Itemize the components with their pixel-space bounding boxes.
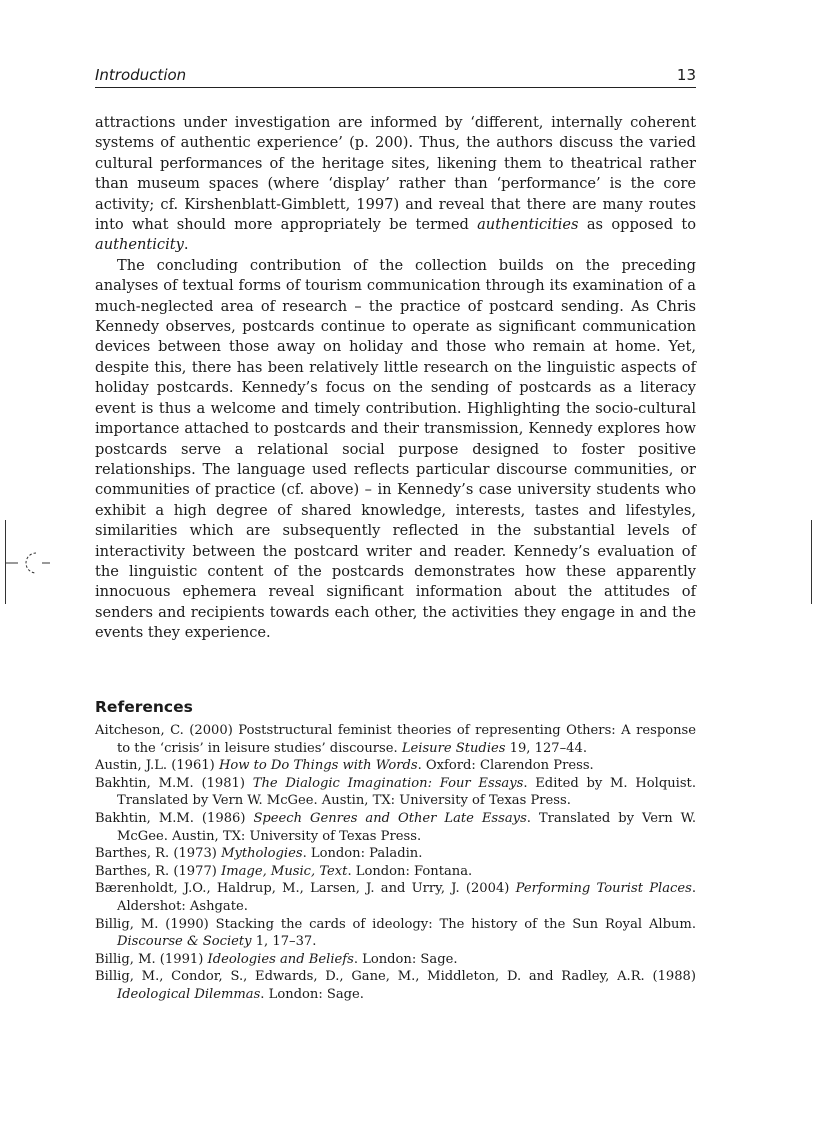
- registration-mark-icon: [6, 548, 52, 578]
- reference-text: . London: Fontana.: [347, 863, 473, 879]
- reference-text: 1, 17–37.: [251, 934, 317, 950]
- reference-text: Aitcheson, C. (2000) Poststructural feminist theories of representing Others: A response to the ‘crisis’ in leisure studies’ discourse.: [95, 723, 696, 756]
- reference-title: Speech Genres and Other Late Essays: [253, 810, 527, 826]
- reference-text: . Edited by M. Holquist. Translated by Vern W. McGee. Austin, TX: University of Texas Press.: [117, 775, 696, 809]
- reference-text: Austin, J.L. (1961): [95, 758, 219, 774]
- page-number: 13: [676, 66, 696, 84]
- references-list: [95, 722, 696, 1004]
- references-heading: References: [95, 698, 193, 716]
- reference-title: Image, Music, Text: [221, 863, 348, 879]
- reference-text: Billig, M. (1991): [95, 951, 208, 967]
- reference-text: Bakhtin, M.M. (1986): [95, 810, 254, 826]
- reference-text: Barthes, R. (1973): [95, 846, 222, 862]
- chapter-title: Introduction: [95, 66, 187, 84]
- reference-item: [95, 810, 696, 845]
- reference-item: [95, 845, 696, 863]
- paragraph-1: [95, 113, 696, 256]
- reference-text: Barthes, R. (1977): [95, 863, 222, 879]
- paragraph-1-text-a: attractions under investigation are informed by ‘different, internally coherent systems of authentic experience’ (p. 200). Thus, the authors discuss the varied cultural performances of the heritage sites, likening them to theatrical rather than museum spaces (where ‘display’ rather than ‘performance’ is the core activity; cf. Kirshenblatt-Gimblett, 1997) and reveal that there are many routes into what should more appropriately be termed: [95, 114, 696, 234]
- reference-title: Ideological Dilemmas: [117, 986, 261, 1002]
- crop-mark-right: [811, 520, 812, 604]
- reference-title: How to Do Things with Words: [218, 758, 418, 774]
- paragraph-1-text-b: as opposed to: [578, 216, 696, 234]
- reference-item: [95, 863, 696, 881]
- reference-item: [95, 722, 696, 757]
- reference-text: Billig, M., Condor, S., Edwards, D., Gane, M., Middleton, D. and Radley, A.R. (1988): [95, 969, 696, 985]
- reference-title: Discourse & Society: [117, 934, 252, 950]
- paragraph-1-emphasis-2: authenticity: [95, 236, 184, 254]
- reference-item: [95, 880, 696, 915]
- reference-item: [95, 775, 696, 810]
- paragraph-2: The concluding contribution of the collection builds on the preceding analyses of textual forms of tourism communication through its examination of a much-neglected area of research – the practice of postcard sending. As Chris Kennedy observes, postcards continue to operate as significant communication devices between those away on holiday and those who remain at home. Yet, despite this, there has been relatively little research on the linguistic aspects of holiday postcards. Kennedy’s focus on the sending of postcards as a literacy event is thus a welcome and timely contribution. Highlighting the socio-cultural importance attached to postcards and their transmission, Kennedy explores how postcards serve a relational social purpose designed to foster positive relationships. The language used reflects particular discourse communities, or communities of practice (cf. above) – in Kennedy’s case university students who exhibit a high degree of shared knowledge, interests, tastes and lifestyles, similarities which are subsequently reflected in the substantial levels of interactivity between the postcard writer and reader. Kennedy’s evaluation of the linguistic content of the postcards demonstrates how these apparently innocuous ephemera reveal significant information about the attitudes of senders and recipients towards each other, the activities they engage in and the events they experience.: [95, 256, 696, 642]
- reference-text: . London: Sage.: [353, 951, 458, 967]
- paragraph-1-emphasis-1: authenticities: [477, 216, 579, 234]
- reference-title: Leisure Studies: [401, 740, 506, 756]
- reference-item: [95, 757, 696, 775]
- reference-text: 19, 127–44.: [505, 740, 587, 756]
- reference-text: . London: Paladin.: [302, 846, 423, 862]
- reference-item: [95, 968, 696, 1003]
- reference-title: Ideologies and Beliefs: [207, 951, 354, 967]
- paragraph-1-text-c: .: [183, 236, 189, 254]
- running-head: [95, 66, 696, 88]
- reference-item: [95, 951, 696, 969]
- reference-title: Performing Tourist Places: [515, 881, 692, 897]
- reference-text: . Oxford: Clarendon Press.: [417, 758, 594, 774]
- reference-text: . London: Sage.: [260, 986, 364, 1002]
- reference-text: . Aldershot: Ashgate.: [117, 881, 696, 914]
- reference-text: . Translated by Vern W. McGee. Austin, TX: University of Texas Press.: [117, 810, 696, 844]
- reference-title: Mythologies: [221, 846, 303, 862]
- reference-text: Billig, M. (1990) Stacking the cards of ideology: The history of the Sun Royal Album.: [95, 916, 696, 932]
- reference-text: Bakhtin, M.M. (1981): [95, 775, 253, 791]
- reference-item: [95, 916, 696, 951]
- reference-title: The Dialogic Imagination: Four Essays: [252, 775, 524, 791]
- reference-text: Bærenholdt, J.O., Haldrup, M., Larsen, J. and Urry, J. (2004): [95, 881, 516, 897]
- body-text: [95, 113, 696, 644]
